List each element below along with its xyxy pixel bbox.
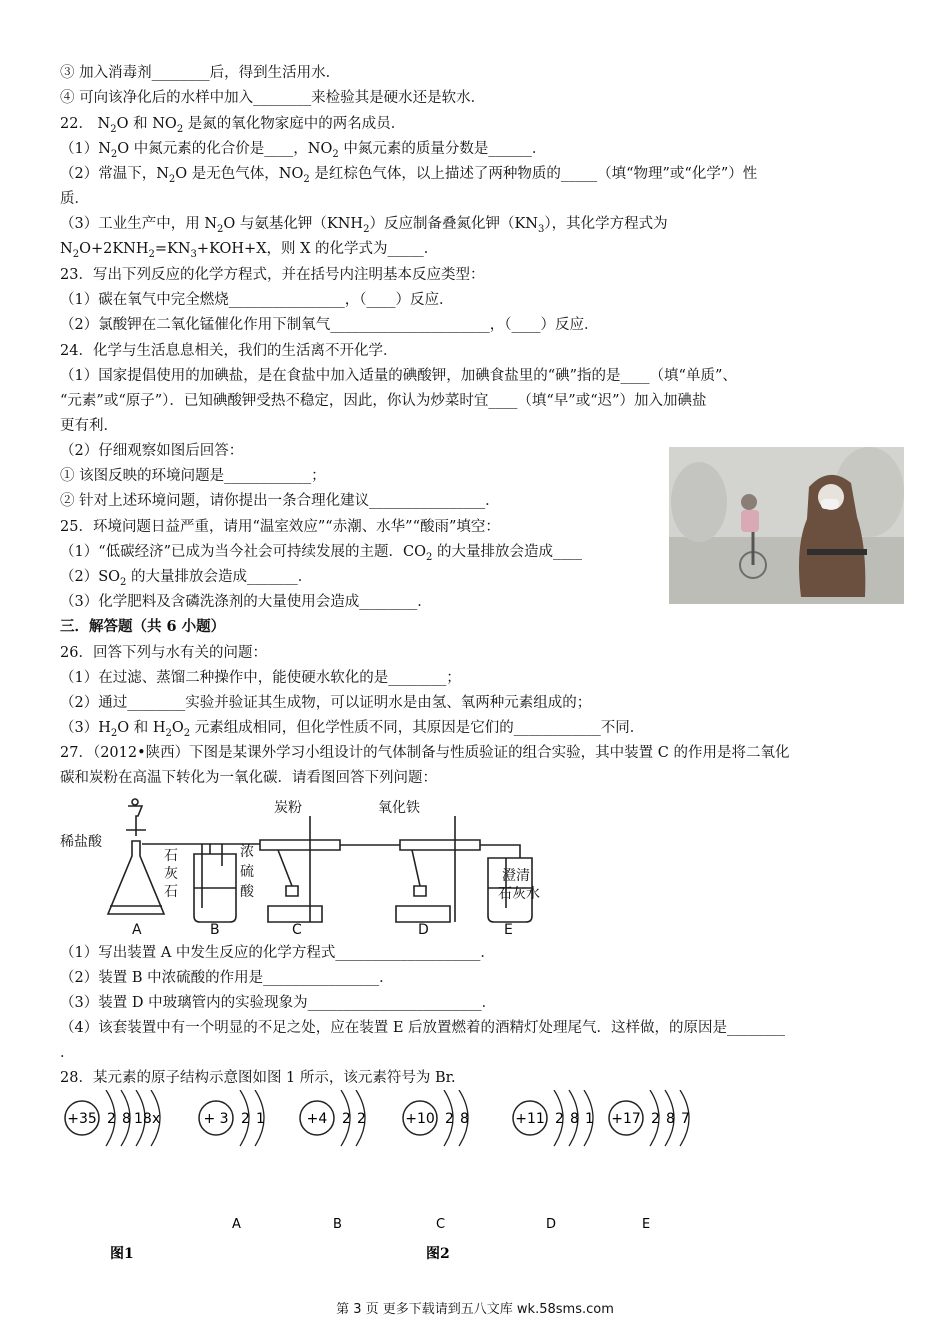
- shell-electron-count: 2: [342, 1111, 351, 1127]
- shell-electron-count: 2: [651, 1111, 660, 1127]
- text-line: 25．环境问题日益严重，请用“温室效应”“赤潮、水华”“酸雨”填空：: [60, 519, 500, 535]
- shell-electron-count: 2: [445, 1111, 454, 1127]
- option-letter: E: [642, 1217, 651, 1232]
- atom-diagram: [403, 1090, 469, 1232]
- option-letter: B: [333, 1217, 342, 1232]
- label-dilute-hcl: 稀盐酸: [60, 834, 102, 850]
- shell-electron-count: 18: [134, 1111, 152, 1127]
- shell-electron-count: 2: [107, 1111, 116, 1127]
- nucleus-label: + 3: [203, 1111, 229, 1127]
- text-line: 28．某元素的原子结构示意图如图 1 所示，该元素符号为 Br.: [60, 1070, 456, 1086]
- atom-diagram: [609, 1090, 690, 1232]
- nucleus-label: +17: [611, 1111, 641, 1127]
- text-line: ① 该图反映的环境问题是____________；: [60, 468, 326, 484]
- option-letter: C: [436, 1217, 446, 1232]
- shell-electron-count: x: [152, 1111, 161, 1127]
- text-line: 24．化学与生活息息相关，我们的生活离不开化学．: [60, 343, 398, 359]
- smog-photo: [669, 447, 904, 604]
- text-line: （1）碳在氧气中完全燃烧________________，（____）反应．: [60, 292, 454, 308]
- nucleus-label: +10: [405, 1111, 435, 1127]
- figure-1-label: 图1: [110, 1246, 134, 1262]
- label-D: D: [418, 922, 429, 936]
- shell-electron-count: 1: [256, 1111, 265, 1127]
- label-conc-2: 硫: [240, 864, 254, 880]
- label-A: A: [132, 922, 142, 936]
- shell-electron-count: 8: [460, 1111, 469, 1127]
- label-iron-oxide: 氧化铁: [378, 800, 420, 816]
- text-line: $N_2O+2KNH_2=KN_3+KOH+X$，则 X 的化学式为_____．: [60, 241, 439, 260]
- figure-2-label: 图2: [426, 1246, 450, 1262]
- nucleus-label: +35: [67, 1111, 97, 1127]
- text-line: （2）仔细观察如图后回答：: [60, 443, 244, 459]
- text-line: 更有利．: [60, 418, 118, 434]
- atomic-structure-diagrams: [60, 1090, 760, 1270]
- label-limestone-1: 石: [164, 848, 178, 864]
- text-line: （1）写出装置 A 中发生反应的化学方程式____________________．: [60, 945, 495, 961]
- label-conc-3: 酸: [240, 884, 254, 900]
- shell-electron-count: 8: [570, 1111, 579, 1127]
- shell-electron-count: 2: [357, 1111, 366, 1127]
- shell-electron-count: 2: [241, 1111, 250, 1127]
- atom-diagram: [199, 1090, 265, 1232]
- label-C: C: [292, 922, 302, 936]
- shell-electron-count: 1: [585, 1111, 594, 1127]
- nucleus-label: +11: [515, 1111, 545, 1127]
- nucleus-label: +4: [306, 1111, 328, 1127]
- label-carbon-powder: 炭粉: [274, 800, 302, 816]
- label-conc-1: 浓: [240, 844, 254, 860]
- option-letter: A: [232, 1217, 241, 1232]
- text-line: 22． $N_2O$ 和 $NO_2$ 是氮的氧化物家庭中的两名成员．: [60, 116, 406, 135]
- text-line: （2）常温下，$N_2O$ 是无色气体，$NO_2$ 是红棕色气体，以上描述了两种物质的_____（填“物理”或“化学”）性: [60, 166, 758, 185]
- text-line: 三．解答题（共 6 小题）: [60, 618, 226, 635]
- text-line: （3）装置 D 中玻璃管内的实验现象为________________________．: [60, 995, 497, 1011]
- atom-diagram: [65, 1090, 160, 1146]
- shell-electron-count: 8: [122, 1111, 131, 1127]
- label-limestone-3: 石: [164, 884, 178, 900]
- shell-electron-count: 2: [555, 1111, 564, 1127]
- text-line: $(1)N_2O$ 中氮元素的化合价是____，$NO_2$ 中氮元素的质量分数是______．: [60, 141, 547, 160]
- text-line: 碳和炭粉在高温下转化为一氧化碳．请看图回答下列问题：: [60, 770, 437, 786]
- label-limestone-2: 灰: [164, 866, 178, 882]
- text-line: ② 针对上述环境问题，请你提出一条合理化建议________________．: [60, 493, 500, 509]
- text-line: ④ 可向该净化后的水样中加入________来检验其是硬水还是软水．: [60, 90, 486, 106]
- page-footer: 第 3 页 更多下载请到五八文库 wk.58sms.com: [336, 1302, 614, 1317]
- atom-diagram: [513, 1090, 594, 1232]
- text-line: ．: [60, 1045, 75, 1061]
- option-letter: D: [546, 1217, 557, 1232]
- shell-electron-count: 8: [666, 1111, 675, 1127]
- text-line: 23．写出下列反应的化学方程式，并在括号内注明基本反应类型：: [60, 267, 485, 283]
- text-line: （1）国家提倡使用的加碘盐，是在食盐中加入适量的碘酸钾，加碘食盐里的“碘”指的是____（填“单质”、: [60, 368, 737, 384]
- text-line: 27．（2012•陕西）下图是某课外学习小组设计的气体制备与性质验证的组合实验，其中装置 C 的作用是将二氧化: [60, 745, 790, 761]
- text-line: ③ 加入消毒剂________后，得到生活用水．: [60, 65, 341, 81]
- label-B: B: [210, 922, 220, 936]
- text-line: （1）“低碳经济”已成为当今社会可持续发展的主题．$CO_2$ 的大量排放会造成____: [60, 544, 583, 563]
- label-E: E: [504, 922, 513, 936]
- text-line: （2）氯酸钾在二氧化锰催化作用下制氧气______________________，（____）反应．: [60, 317, 599, 333]
- text-line: 质．: [60, 191, 89, 207]
- text-line: （3）工业生产中，用 $N_2O$ 与氨基化钾$(KNH_2)$反应制备叠氮化钾$(KN_3)$，其化学方程式为: [60, 216, 668, 235]
- text-line: 26．回答下列与水有关的问题：: [60, 645, 267, 661]
- text-line: （2）通过________实验并验证其生成物，可以证明水是由氢、氧两种元素组成的；: [60, 695, 592, 711]
- atom-diagram: [300, 1090, 366, 1232]
- text-line: （4）该套装置中有一个明显的不足之处，应在装置 E 后放置燃着的酒精灯处理尾气．这样做，的原因是________: [60, 1020, 786, 1036]
- text-line: $(3)H_2O$ 和 $H_2O_2$ 元素组成相同，但化学性质不同，其原因是它们的____________不同．: [60, 720, 645, 739]
- shell-electron-count: 7: [681, 1111, 690, 1127]
- text-line: “元素”或“原子”）．已知碘酸钾受热不稳定，因此，你认为炒菜时宜____（填“早”或“迟”）加入加碘盐: [60, 393, 707, 409]
- text-line: $(2)SO_2$ 的大量排放会造成_______．: [60, 569, 313, 588]
- gas-apparatus-diagram: [60, 796, 540, 936]
- text-line: （3）化学肥料及含磷洗涤剂的大量使用会造成________．: [60, 594, 432, 610]
- label-limewater: 石灰水: [498, 886, 540, 902]
- text-line: （2）装置 B 中浓硫酸的作用是________________．: [60, 970, 394, 986]
- label-clear: 澄清: [502, 868, 530, 884]
- text-line: （1）在过滤、蒸馏二种操作中，能使硬水软化的是________；: [60, 670, 461, 686]
